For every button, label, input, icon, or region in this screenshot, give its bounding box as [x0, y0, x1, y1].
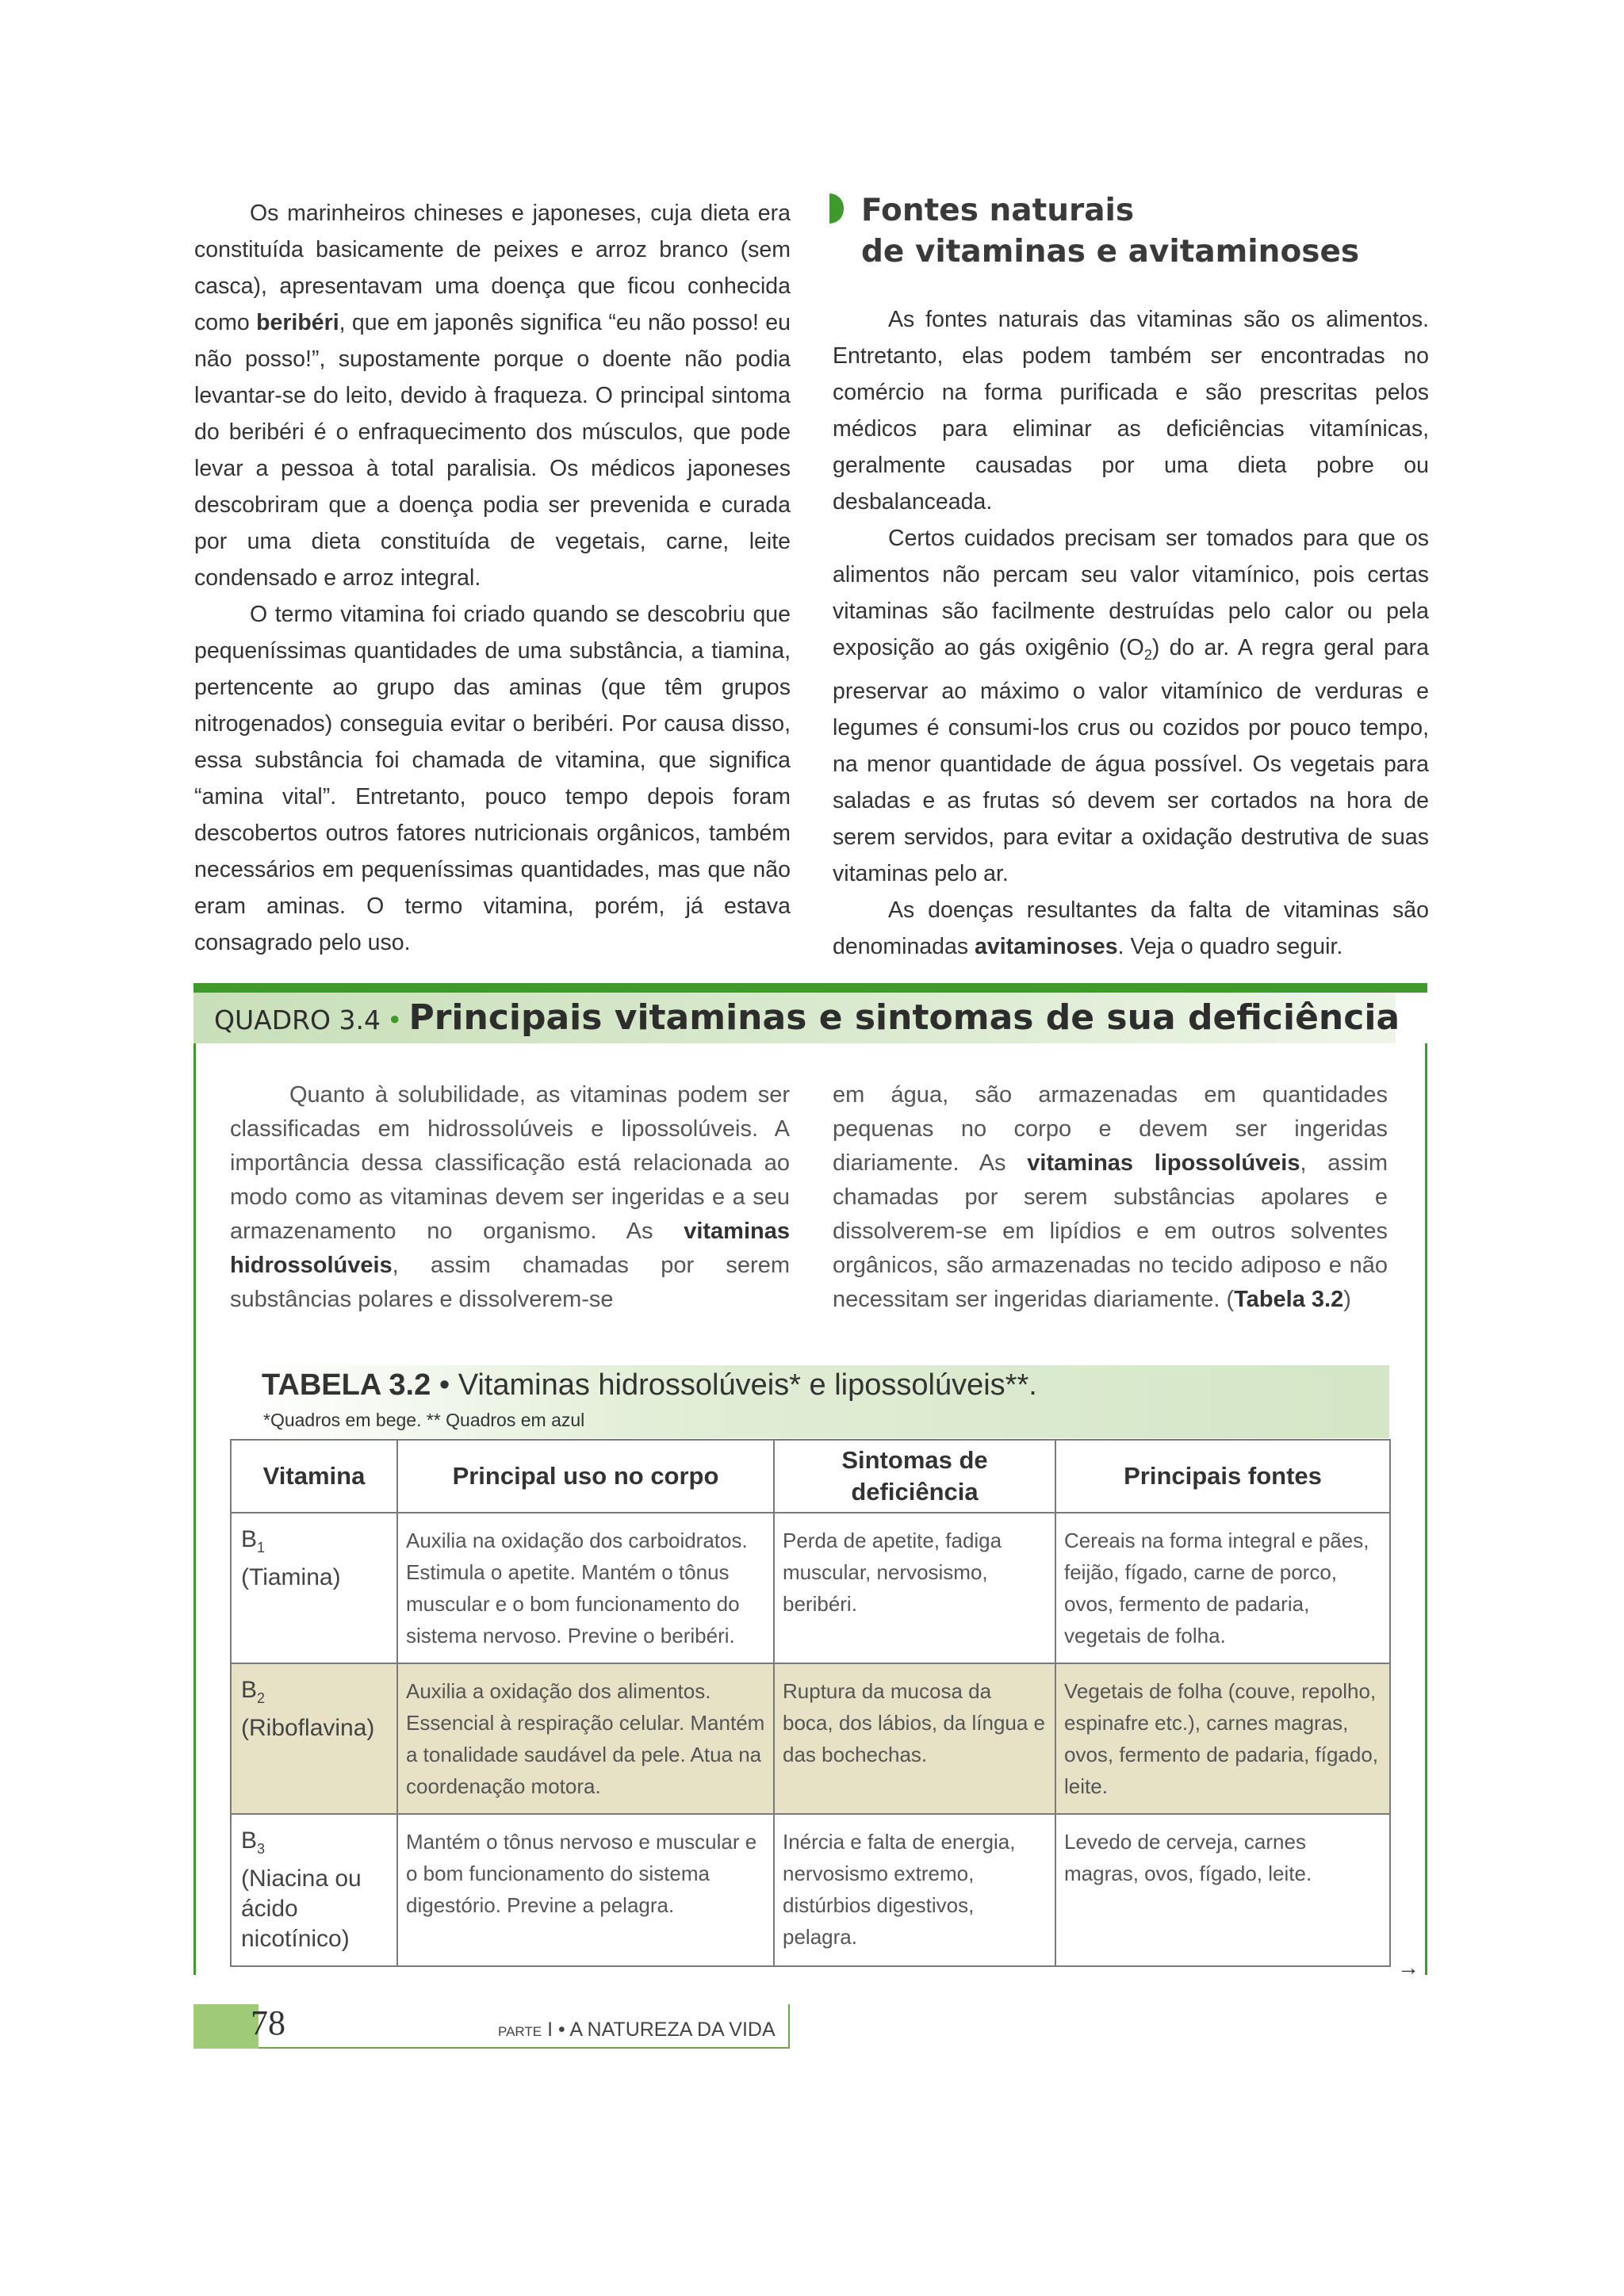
cell-uso: Auxilia na oxidação dos carboidratos. Estimula o apetite. Mantém o tônus muscular e o bom funcionamento do sistema nervoso. Previne o beribéri. — [397, 1513, 774, 1663]
footer-rule-end — [788, 2004, 790, 2049]
footer-part-number: I — [547, 2019, 553, 2041]
text-run: Quanto à solubilidade, as vitaminas podem ser classificadas em hidrossolúveis e lipossolúveis. A importância dessa classificação está relacionada ao modo como as vitaminas devem ser ingeridas e a seu armazenamento no organismo. As — [230, 1082, 790, 1244]
quadro-right-text — [833, 1078, 1388, 1317]
paragraph — [833, 892, 1429, 965]
cell-uso: Auxilia a oxidação dos alimentos. Essencial à respiração celular. Mantém a tonalidade saudável da pele. Atua na coordenação motora. — [397, 1663, 774, 1814]
text-run: , que em japonês significa “eu não posso! eu não posso!”, supostamente porque o doente não podia levantar-se do leito, devido à fraqueza. O principal sintoma do beribéri é o enfraquecimento dos músculos, que pode levar a pessoa à total paralisia. Os médicos japoneses descobriram que a doença podia ser prevenida e curada por uma dieta constituída de vegetais, carne, leite condensado e arroz integral. — [194, 310, 791, 591]
running-footer — [498, 2019, 776, 2042]
text-run: ) do ar. A regra geral para preservar ao máximo o valor vitamínico de verduras e legumes é consumi-los crus ou cozidos por pouco tempo, na menor quantidade de água possível. Os vegetais para saladas e as frutas só devem ser cortados na hora de serem servidos, para evitar a oxidação destrutiva de suas vitaminas pelo ar. — [833, 635, 1430, 886]
quadro-title — [214, 997, 1400, 1038]
footer-rule — [259, 2047, 790, 2049]
cell-uso: Mantém o tônus nervoso e muscular e o bom funcionamento do sistema digestório. Previne a pelagra. — [397, 1814, 774, 1966]
text-run: As doenças resultantes da falta de vitaminas são denominadas — [833, 897, 1429, 959]
text-run: em água, são armazenadas em quantidades pequenas no corpo e devem ser ingeridas diariamente. As — [833, 1082, 1388, 1176]
column-header-sintomas: Sintomas de deficiência — [774, 1440, 1055, 1513]
table-row — [231, 1513, 1390, 1663]
continue-arrow-icon: → — [1397, 1955, 1419, 1980]
column-header-fontes: Principais fontes — [1055, 1440, 1390, 1513]
table-header-row — [231, 1440, 1390, 1513]
paragraph — [833, 1078, 1388, 1317]
quadro-top-band — [193, 983, 1427, 993]
tabela-title-text: Vitaminas hidrossolúveis* e lipossolúveis**. — [458, 1368, 1037, 1402]
column-header-vitamina: Vitamina — [231, 1440, 397, 1513]
table-row — [231, 1663, 1390, 1814]
left-column-text — [194, 195, 791, 961]
right-column-text — [833, 301, 1429, 965]
text-run: . Veja o quadro seguir. — [1117, 934, 1343, 959]
paragraph — [833, 301, 1429, 520]
cell-sintomas: Ruptura da mucosa da boca, dos lábios, da língua e das bochechas. — [774, 1663, 1055, 1814]
tabela-bullet: • — [439, 1368, 450, 1402]
cell-fontes: Cereais na forma integral e pães, feijão, fígado, carne de porco, ovos, fermento de padaria, vegetais de folha. — [1055, 1513, 1390, 1663]
text-run: Certos cuidados precisam ser tomados para que os alimentos não percam seu valor vitamínico, pois certas vitaminas são facilmente destruídas pelo calor ou pela exposição ao gás oxigênio (O — [833, 526, 1429, 660]
vitamins-table — [230, 1439, 1391, 1967]
text-run: , assim chamadas por serem substâncias polares e dissolverem-se — [230, 1253, 790, 1312]
section-heading — [831, 190, 1434, 273]
bold-term: Tabela 3.2 — [1234, 1287, 1344, 1312]
tabela-label: TABELA 3.2 — [262, 1368, 431, 1402]
paragraph — [194, 195, 791, 596]
page-number-background — [193, 2004, 259, 2049]
table-row — [231, 1814, 1390, 1966]
text-run: O termo vitamina foi criado quando se descobriu que pequeníssimas quantidades de uma substância, a tiamina, pertencente ao grupo das aminas (que têm grupos nitrogenados) conseguia evitar o beribéri. Por causa disso, essa substância foi chamada de vitamina, que significa “amina vital”. Entretanto, pouco tempo depois foram descobertos outros fatores nutricionais orgânicos, também necessários em pequeníssimas quantidades, mas que não eram aminas. O termo vitamina, porém, já estava consagrado pelo uso. — [194, 602, 791, 955]
quadro-bullet: • — [387, 1004, 403, 1035]
bold-term: vitaminas lipossolúveis — [1027, 1150, 1300, 1176]
cell-fontes: Vegetais de folha (couve, repolho, espinafre etc.), carnes magras, ovos, fermento de padaria, fígado, leite. — [1055, 1663, 1390, 1814]
cell-vitamina: $B_3$ (Niacina ou ácido nicotínico) — [231, 1814, 397, 1966]
footer-part-title: A NATUREZA DA VIDA — [569, 2019, 776, 2041]
cell-sintomas: Inércia e falta de energia, nervosismo extremo, distúrbios digestivos, pelagra. — [774, 1814, 1055, 1966]
tabela-note: *Quadros em bege. ** Quadros em azul — [263, 1410, 585, 1430]
bold-term: avitaminoses — [975, 934, 1118, 959]
paragraph — [230, 1078, 790, 1317]
quadro-left-text — [230, 1078, 790, 1317]
footer-part-word: PARTE — [498, 2024, 542, 2039]
paragraph — [833, 520, 1429, 892]
tabela-title — [262, 1368, 1037, 1402]
section-heading-line2: de vitaminas e avitaminoses — [861, 234, 1360, 270]
text-run: , assim chamadas por serem substâncias apolares e dissolverem-se em lipídios e em outros solventes orgânicos, são armazenadas no tecido adiposo e não necessitam ser ingeridas diariamente. ( — [833, 1150, 1388, 1312]
bold-term: beribéri — [256, 310, 339, 335]
cell-sintomas: Perda de apetite, fadiga muscular, nervosismo, beribéri. — [774, 1513, 1055, 1663]
text-run: Os marinheiros chineses e japoneses, cuja dieta era constituída basicamente de peixes e arroz branco (sem casca), apresentavam uma doença que ficou conhecida como — [194, 201, 791, 335]
bold-term: vitaminas hidrossolúveis — [230, 1219, 790, 1278]
subscript: 2 — [1143, 647, 1152, 663]
section-heading-line1: Fontes naturais — [861, 193, 1135, 228]
quadro-label: QUADRO 3.4 — [214, 1004, 381, 1035]
text-run: ) — [1343, 1287, 1351, 1312]
cell-vitamina: $B_1$ (Tiamina) — [231, 1513, 397, 1663]
cell-vitamina: $B_2$ (Riboflavina) — [231, 1663, 397, 1814]
column-header-uso: Principal uso no corpo — [397, 1440, 774, 1513]
quadro-main-title: Principais vitaminas e sintomas de sua deficiência — [408, 997, 1400, 1038]
page-number: 78 — [251, 2003, 285, 2042]
paragraph — [194, 596, 791, 961]
cell-fontes: Levedo de cerveja, carnes magras, ovos, fígado, leite. — [1055, 1814, 1390, 1966]
text-run: As fontes naturais das vitaminas são os alimentos. Entretanto, elas podem também ser encontradas no comércio na forma purificada e são prescritas pelos médicos para eliminar as deficiências vitamínicas, geralmente causadas por uma dieta pobre ou desbalanceada. — [833, 307, 1429, 515]
footer-separator: • — [557, 2019, 565, 2041]
